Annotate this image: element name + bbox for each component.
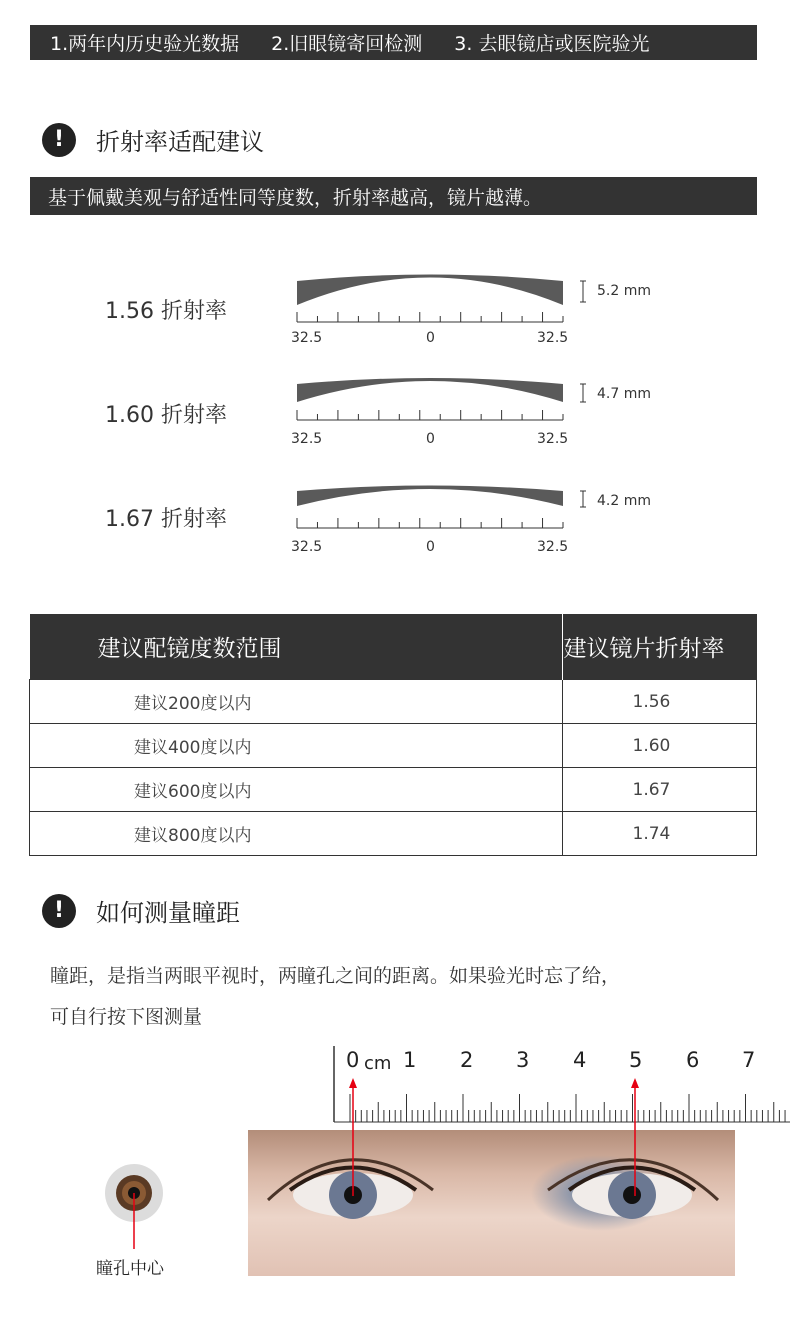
- scale-right-167: 32.5: [537, 539, 569, 555]
- exclamation-icon: !: [42, 894, 76, 928]
- ruler-number-6: 6: [686, 1048, 700, 1072]
- table-cell-range: 建议400度以内: [30, 724, 563, 768]
- ruler-number-4: 4: [573, 1048, 587, 1072]
- scale-left-156: 32.5: [291, 330, 323, 346]
- ruler-number-1: 1: [403, 1048, 417, 1072]
- table-cell-index: 1.56: [562, 680, 757, 724]
- left-pupil-arrow: [349, 1078, 357, 1196]
- scale-center-156: 0: [426, 330, 435, 346]
- table-cell-range: 建议200度以内: [30, 680, 563, 724]
- ruler-unit: cm: [364, 1053, 392, 1074]
- lens-label-156: 1.56 折射率: [105, 299, 227, 324]
- thickness-156: 5.2 mm: [597, 283, 651, 299]
- thickness-167: 4.2 mm: [597, 493, 651, 509]
- scale-center-160: 0: [426, 431, 435, 447]
- ruler-number-2: 2: [460, 1048, 474, 1072]
- table-header-index: 建议镜片折射率: [562, 614, 757, 680]
- table-cell-index: 1.60: [562, 724, 757, 768]
- scale-right-160: 32.5: [537, 431, 569, 447]
- scale-left-160: 32.5: [291, 431, 323, 447]
- lens-label-167: 1.67 折射率: [105, 507, 227, 532]
- pd-description-line1: 瞳距，是指当两眼平视时，两瞳孔之间的距离。如果验光时忘了给，: [50, 965, 621, 987]
- table-cell-range: 建议800度以内: [30, 812, 563, 856]
- table-cell-range: 建议600度以内: [30, 768, 563, 812]
- refraction-title-text: 折射率适配建议: [96, 128, 264, 156]
- pupil-center-label: 瞳孔中心: [96, 1259, 164, 1279]
- pd-description-line2: 可自行按下图测量: [50, 1006, 203, 1028]
- scale-right-156: 32.5: [537, 330, 569, 346]
- thickness-160: 4.7 mm: [597, 386, 651, 402]
- table-cell-index: 1.67: [562, 768, 757, 812]
- right-pupil-arrow: [631, 1078, 639, 1196]
- method-3: 3. 去眼镜店或医院验光: [454, 33, 650, 55]
- table-cell-index: 1.74: [562, 812, 757, 856]
- pd-title-text: 如何测量瞳距: [96, 899, 240, 927]
- ruler-number-3: 3: [516, 1048, 530, 1072]
- pupil-icon: [105, 1164, 163, 1249]
- ruler-number-7: 7: [742, 1048, 756, 1072]
- scale-center-167: 0: [426, 539, 435, 555]
- lens-label-160: 1.60 折射率: [105, 403, 227, 428]
- method-2: 2.旧眼镜寄回检测: [271, 33, 423, 55]
- table-header-range: 建议配镜度数范围: [30, 614, 563, 680]
- ruler-zero: 0: [346, 1048, 360, 1072]
- exclamation-icon: !: [42, 123, 76, 157]
- method-1: 1.两年内历史验光数据: [50, 33, 240, 55]
- scale-left-167: 32.5: [291, 539, 323, 555]
- refraction-subtitle: 基于佩戴美观与舒适性同等度数，折射率越高，镜片越薄。: [48, 186, 543, 209]
- ruler-number-5: 5: [629, 1048, 643, 1072]
